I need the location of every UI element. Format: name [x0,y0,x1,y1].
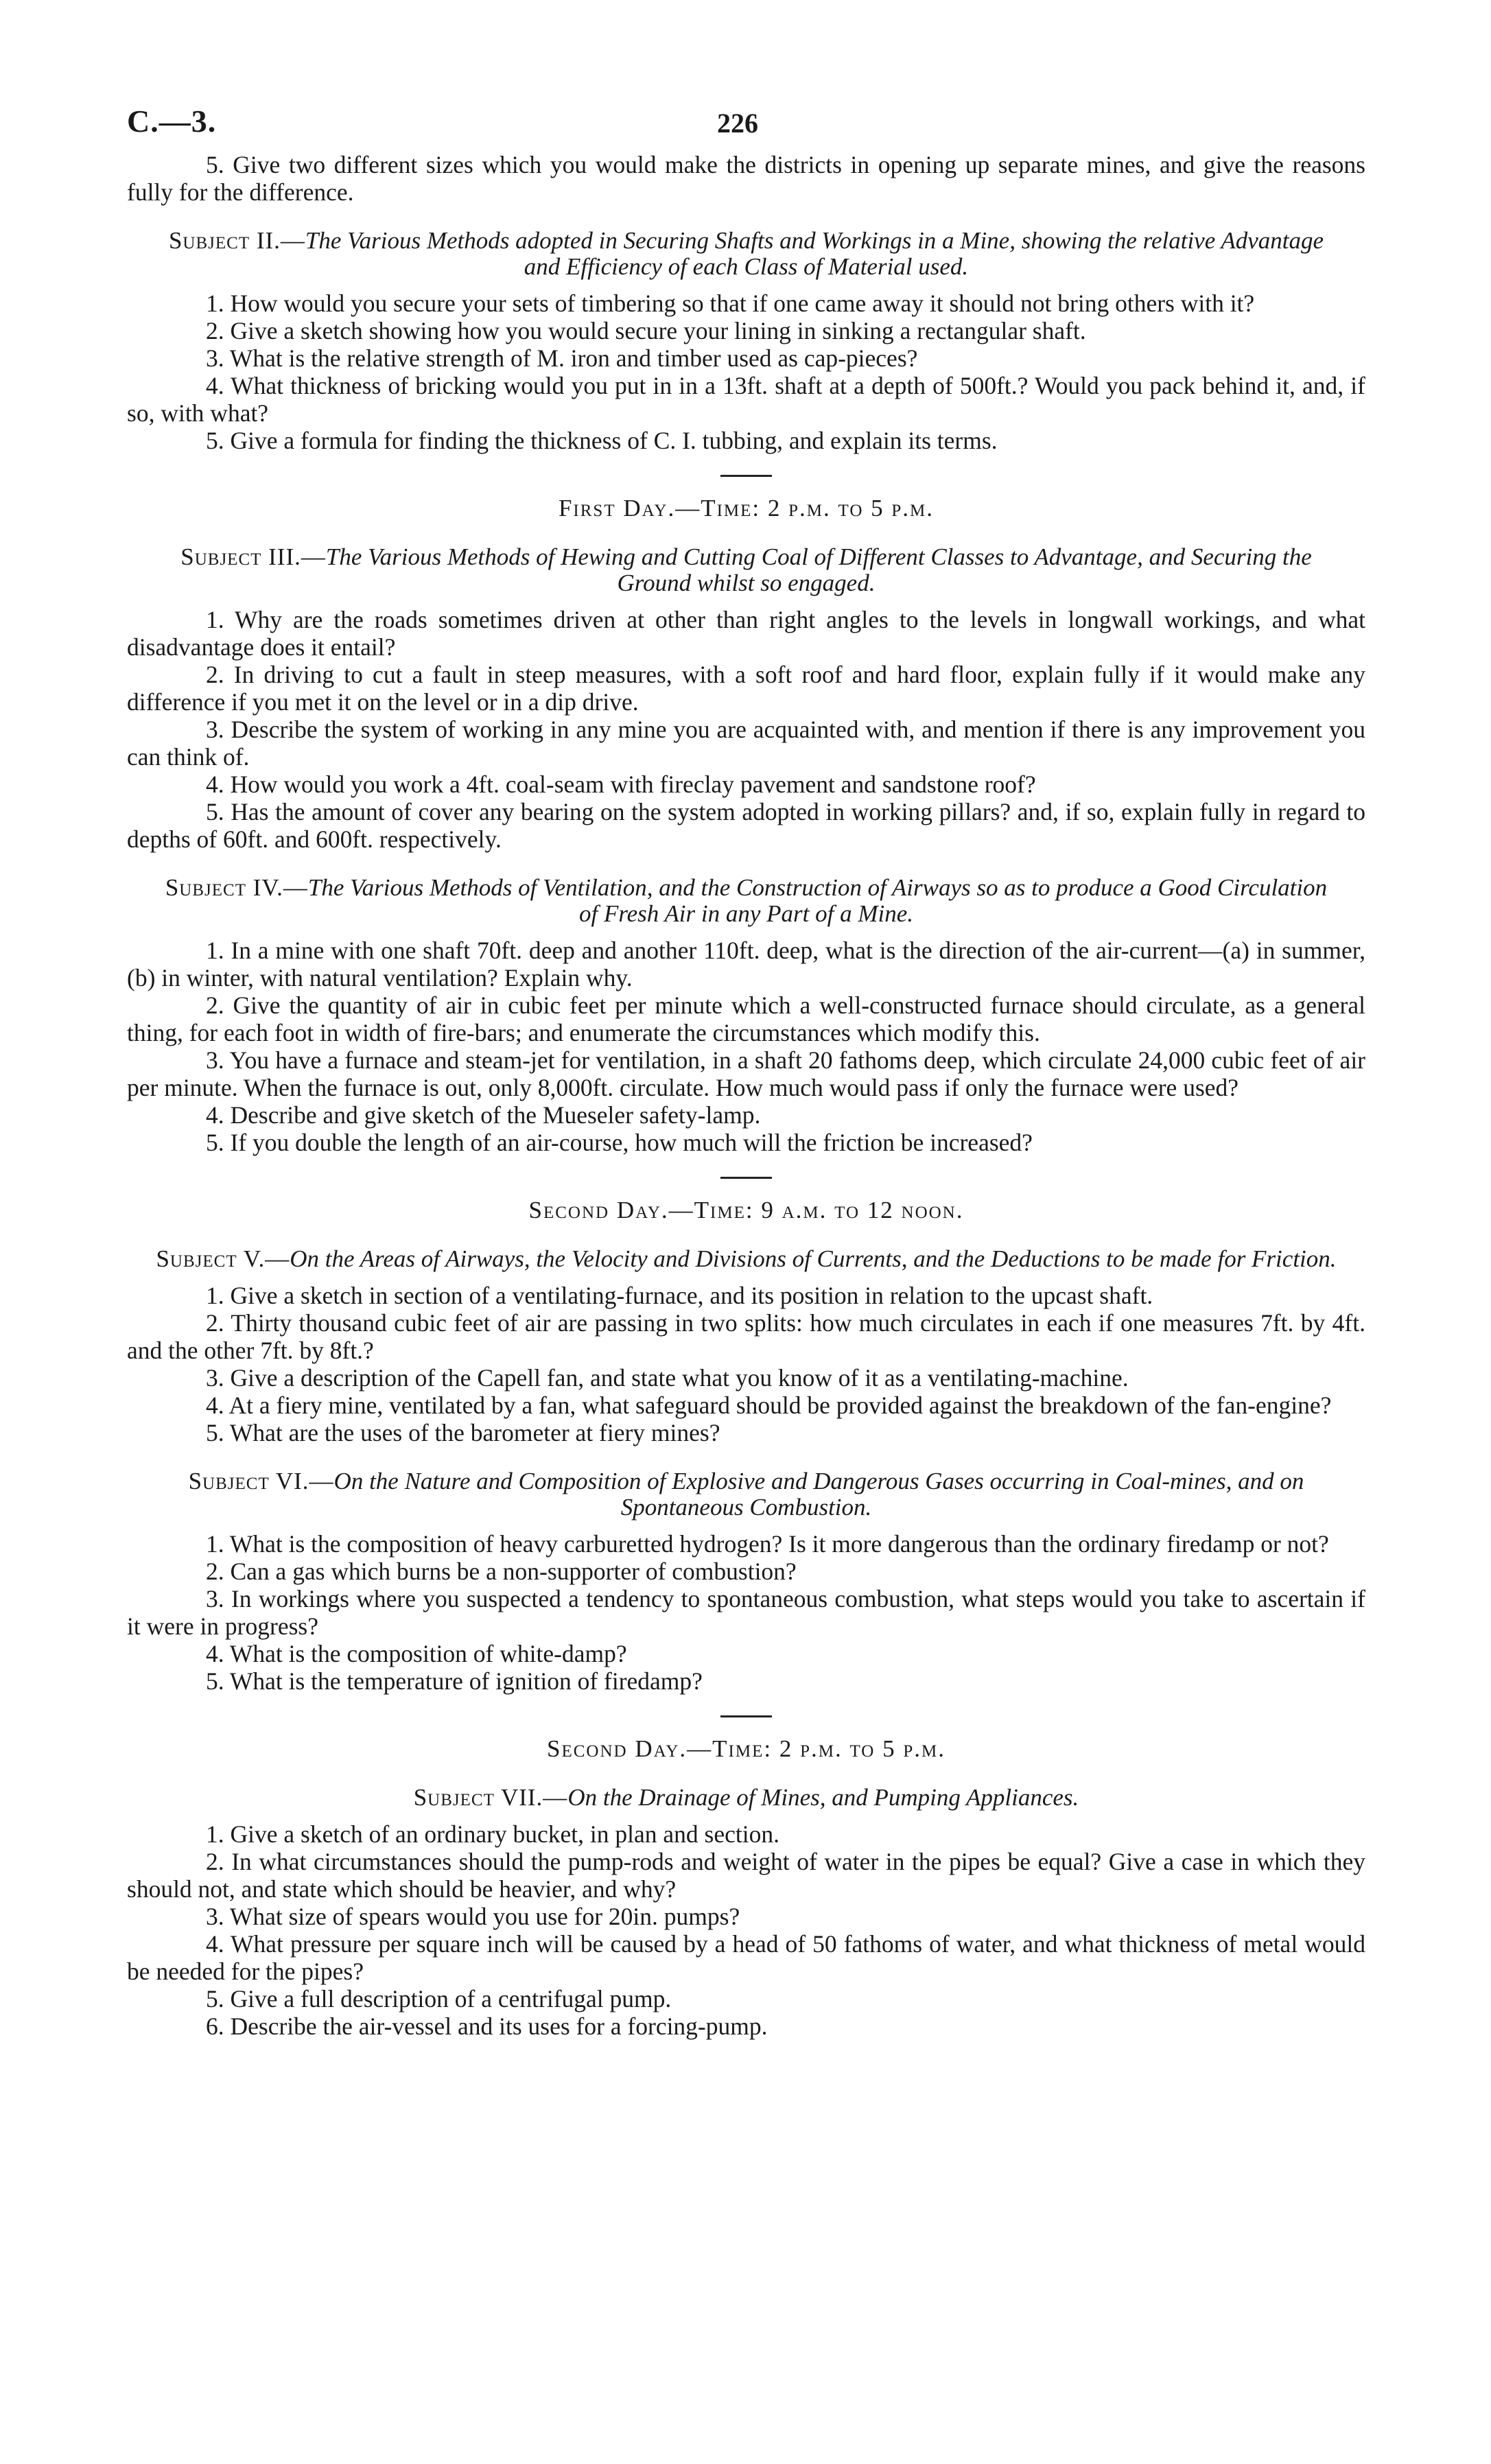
question: 5. Has the amount of cover any bearing on the system adopted in working pillars? and, if so, explain fully in regard to depths of 60ft. and 600ft. respectively. [127,798,1365,853]
subject-title: On the Areas of Airways, the Velocity and Divisions of Currents, and the Deductions to be made for Friction. [290,1245,1337,1272]
question: 4. What thickness of bricking would you put in in a 13ft. shaft at a depth of 500ft.? Would you pack behind it, and, if so, with what? [127,372,1365,427]
section-divider [720,1177,772,1179]
section-divider [720,475,772,477]
question: 5. Give two different sizes which you would make the districts in opening up separate mines, and give the reasons fully for the difference. [127,151,1365,206]
question: 2. In what circumstances should the pump-rods and weight of water in the pipes be equal? Give a case in which they should not, and state which should be heavier, and why? [127,1848,1365,1903]
subject-heading [154,544,1338,596]
page-header [127,103,1365,151]
question: 5. What are the uses of the barometer at fiery mines? [206,1419,720,1446]
question: 2. Can a gas which burns be a non-supporter of combustion? [206,1558,797,1585]
session-heading: First Day.—Time: 2 p.m. to 5 p.m. [558,495,935,521]
subject-title: The Various Methods of Hewing and Cutting Coal of Different Classes to Advantage, and Securing the Ground whilst so engaged. [325,543,1312,596]
subject-heading [154,1468,1338,1521]
question: 4. At a fiery mine, ventilated by a fan, what safeguard should be provided against the breakdown of the fan-engine? [206,1392,1332,1419]
question: 3. Describe the system of working in any mine you are acquainted with, and mention if there is any improvement you can think of. [127,716,1365,771]
document-reference: C.—3. [127,104,217,139]
question: 3. What size of spears would you use for 20in. pumps? [206,1903,740,1930]
question: 6. Describe the air-vessel and its uses for a forcing-pump. [206,2013,768,2040]
subject-heading [154,228,1338,280]
question: 1. In a mine with one shaft 70ft. deep and another 110ft. deep, what is the direction of the air-current—(a) in summer, (b) in winter, with natural ventilation? Explain why. [127,937,1365,992]
question: 4. What pressure per square inch will be caused by a head of 50 fathoms of water, and what thickness of metal would be needed for the pipes? [127,1930,1365,1985]
question: 5. If you double the length of an air-course, how much will the friction be increased? [206,1129,1033,1156]
question: 5. Give a formula for finding the thickness of C. I. tubbing, and explain its terms. [206,427,998,454]
question: 4. How would you work a 4ft. coal-seam with fireclay pavement and sandstone roof? [206,771,1036,798]
question: 2. Give a sketch showing how you would secure your lining in sinking a rectangular shaft. [206,317,1086,344]
subject-lead: Subject IV.— [165,874,308,901]
question: 2. Thirty thousand cubic feet of air are passing in two splits: how much circulates in each if one measures 7ft. by 4ft. and the other 7ft. by 8ft.? [127,1309,1365,1364]
page-number: 226 [717,108,758,139]
subject-lead: Subject II.— [168,227,305,254]
session-heading: Second Day.—Time: 9 a.m. to 12 noon. [528,1197,964,1223]
subject-title: The Various Methods adopted in Securing Shafts and Workings in a Mine, showing the relative Advantage and Efficiency of each Class of Material used. [305,227,1324,280]
subject-lead: Subject V.— [156,1245,290,1272]
subject-lead: Subject III.— [180,543,326,570]
question: 3. In workings where you suspected a tendency to spontaneous combustion, what steps would you take to ascertain if it were in progress? [127,1585,1365,1640]
question: 3. You have a furnace and steam-jet for ventilation, in a shaft 20 fathoms deep, which circulate 24,000 cubic feet of air per minute. When the furnace is out, only 8,000ft. circulate. How much would pass if only the furnace were used? [127,1046,1365,1101]
question: 3. What is the relative strength of M. iron and timber used as cap-pieces? [206,344,918,372]
subject-lead: Subject VII.— [413,1784,568,1811]
question: 1. What is the composition of heavy carburetted hydrogen? Is it more dangerous than the ordinary firedamp or not? [206,1530,1329,1558]
exam-content [127,151,1365,2040]
question: 5. What is the temperature of ignition of firedamp? [206,1667,703,1695]
question: 1. Give a sketch in section of a ventilating-furnace, and its position in relation to the upcast shaft. [206,1282,1153,1309]
session-heading: Second Day.—Time: 2 p.m. to 5 p.m. [547,1735,946,1762]
subject-heading [154,875,1338,927]
subject-title: On the Drainage of Mines, and Pumping Appliances. [567,1784,1079,1811]
subject-heading [154,1785,1338,1811]
question: 3. Give a description of the Capell fan, and state what you know of it as a ventilating-machine. [206,1364,1129,1392]
question: 5. Give a full description of a centrifugal pump. [206,1985,672,2013]
document-page [127,103,1365,2040]
question: 2. In driving to cut a fault in steep measures, with a soft roof and hard floor, explain fully if it would make any difference if you met it on the level or in a dip drive. [127,661,1365,716]
section-divider [720,1715,772,1717]
subject-lead: Subject VI.— [188,1468,334,1494]
question: 4. Describe and give sketch of the Mueseler safety-lamp. [206,1101,761,1129]
subject-title: On the Nature and Composition of Explosive and Dangerous Gases occurring in Coal-mines, and on Spontaneous Combustion. [333,1468,1304,1521]
question: 1. How would you secure your sets of timbering so that if one came away it should not bring others with it? [206,290,1255,317]
subject-title: The Various Methods of Ventilation, and the Construction of Airways so as to produce a Good Circulation of Fresh Air in any Part of a Mine. [307,874,1328,927]
question: 4. What is the composition of white-damp? [206,1640,627,1667]
question: 1. Why are the roads sometimes driven at other than right angles to the levels in longwall workings, and what disadvantage does it entail? [127,606,1365,661]
question: 2. Give the quantity of air in cubic feet per minute which a well-constructed furnace should circulate, as a general thing, for each foot in width of fire-bars; and enumerate the circumstances which modify this. [127,992,1365,1046]
subject-heading [154,1246,1338,1272]
question: 1. Give a sketch of an ordinary bucket, in plan and section. [206,1820,779,1848]
